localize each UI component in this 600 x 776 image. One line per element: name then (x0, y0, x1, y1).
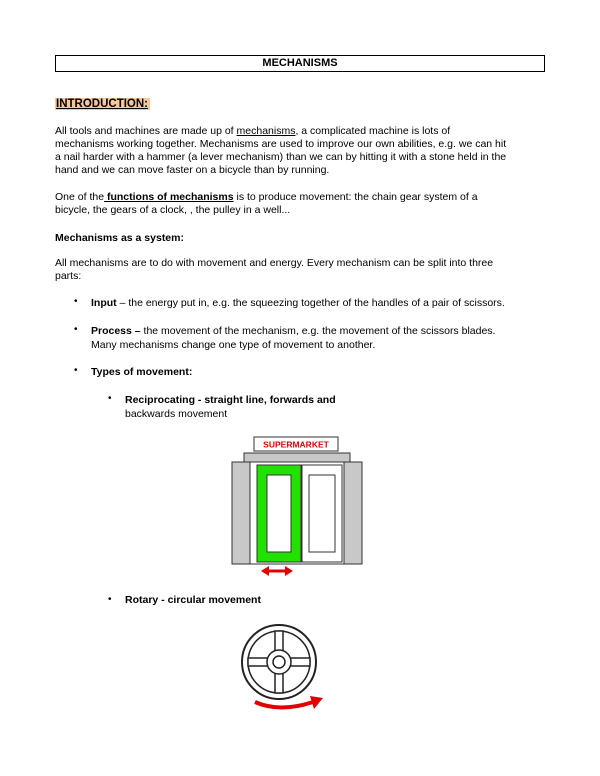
system-line1: All mechanisms are to do with movement and energy. Every mechanism can be split into three (55, 257, 494, 269)
wheel-illustration (230, 620, 330, 720)
sign-text: SUPERMARKET (263, 439, 329, 450)
functions-term: functions of mechanisms (104, 191, 234, 203)
intro-p1-line1: All tools and machines are made up of mechanisms, a complicated machine is lots of (55, 125, 451, 137)
bullet-reciprocating: • (108, 393, 112, 404)
door-frame-right (344, 462, 362, 564)
system-heading: Mechanisms as a system: (55, 232, 184, 244)
intro-paragraph-2 (55, 191, 545, 217)
intro-p1-line3: a nail harder with a hammer (a lever mechanism) than we can by hitting it with a stone held in the (55, 151, 507, 163)
input-item: Input – the energy put in, e.g. the squeezing together of the handles of a pair of scissors. (91, 297, 505, 309)
page-title: MECHANISMS (55, 55, 545, 72)
bullet-types: • (74, 365, 78, 376)
types-heading: Types of movement: (91, 366, 193, 378)
intro-p1-line4: hand and we can move faster on a bicycle than by running. (55, 164, 330, 176)
intro-p2-line1: One of the functions of mechanisms is to produce movement: the chain gear system of a (55, 191, 478, 203)
supermarket-door-illustration (228, 435, 368, 580)
process-item: Process – the movement of the mechanism, e.g. the movement of the scissors blades. Many mechanisms change one type of movement to another. (91, 325, 496, 351)
bullet-process: • (74, 324, 78, 335)
intro-p2-line2: bicycle, the gears of a clock, , the pulley in a well... (55, 204, 291, 216)
fixed-door-window (309, 475, 335, 552)
green-door-window (267, 475, 291, 552)
intro-p1-line2: mechanisms working together. Mechanisms are used to improve our own abilities, e.g. we can hit (55, 138, 507, 150)
bullet-input: • (74, 296, 78, 307)
door-frame-top (244, 453, 350, 462)
input-label: Input (91, 297, 117, 309)
intro-paragraph-1 (55, 125, 545, 177)
process-label: Process – (91, 325, 141, 337)
mechanisms-term: mechanisms (236, 125, 296, 137)
reciprocating-desc: backwards movement (125, 408, 228, 420)
wheel-axle (273, 656, 285, 668)
intro-heading: INTRODUCTION: (56, 98, 148, 110)
door-frame-left (232, 462, 250, 564)
rotary-label: Rotary - circular movement (125, 594, 261, 606)
reciprocating-item (125, 393, 336, 421)
process-line2: Many mechanisms change one type of movement to another. (91, 339, 376, 351)
double-arrow-icon (261, 566, 293, 576)
bullet-rotary: • (108, 594, 112, 605)
system-line2: parts: (55, 270, 82, 282)
reciprocating-label: Reciprocating - straight line, forwards and (125, 394, 336, 406)
system-paragraph (55, 257, 545, 283)
